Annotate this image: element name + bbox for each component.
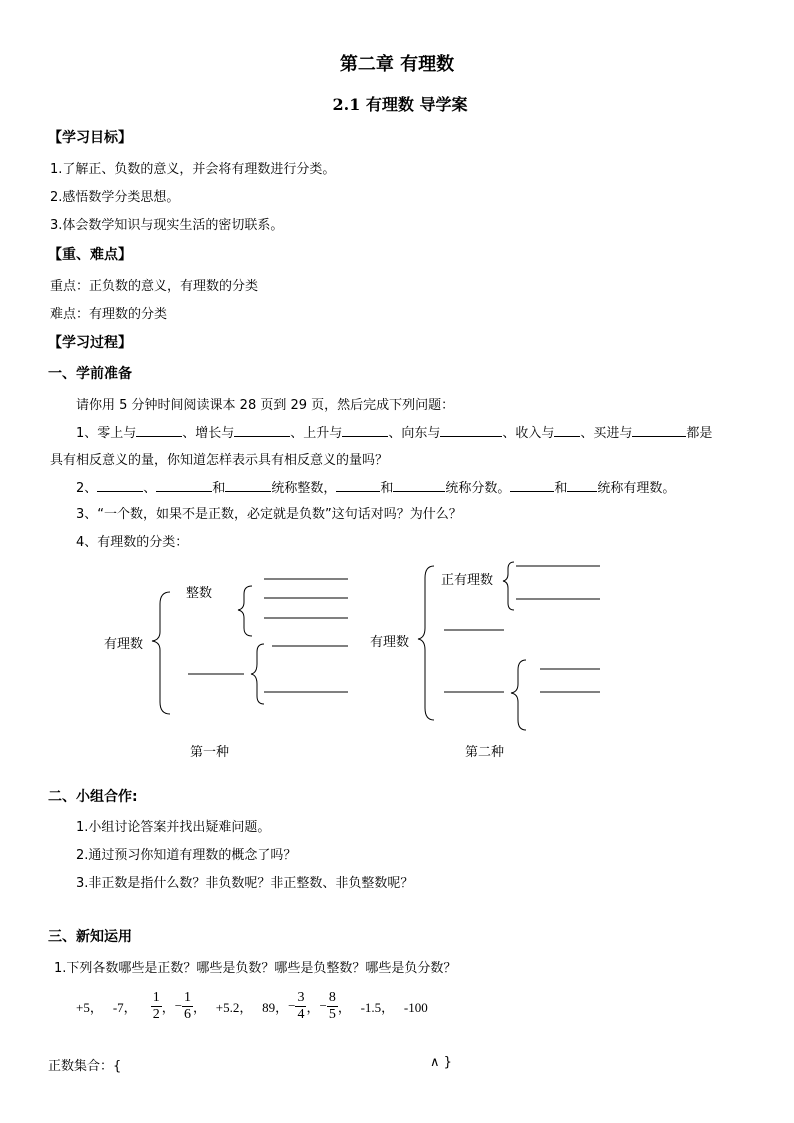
fraction: $\frac{8}{5}$ (328, 989, 336, 1022)
goal-item: 2.感悟数学分类思想。 (50, 190, 180, 205)
process-header: 【学习过程】 (48, 335, 132, 351)
diagram1-integer-label: 整数 (186, 586, 213, 601)
part3-header: 三、新知运用 (48, 929, 132, 945)
brace (503, 562, 514, 610)
q2-text: 和 (380, 481, 394, 496)
part2-item: 2.通过预习你知道有理数的概念了吗？ (76, 848, 297, 863)
minus-sign: − (319, 998, 327, 1013)
part2-item: 3.非正数是指什么数？非负数呢？非正整数、非负整数呢？ (76, 876, 414, 891)
question-3: 3、“一个数，如果不是正数，必定就是负数”这句话对吗？为什么？ (76, 507, 462, 522)
goal-item: 3.体会数学知识与现实生活的密切联系。 (50, 218, 284, 233)
diagram2-root: 有理数 (370, 635, 410, 650)
q2-text: 、 (143, 481, 157, 496)
question-1-cont: 具有相反意义的量，你知道怎样表示具有相反意义的量吗？ (50, 453, 389, 468)
separator: ， (306, 999, 320, 1015)
q1-text: 都是 (686, 426, 713, 441)
number: ， +5.2， 89， (193, 999, 289, 1015)
positive-set-end: ∧ } (430, 1055, 452, 1070)
q2-text: 统称有理数。 (597, 481, 676, 496)
fraction: $\frac{1}{6}$ (184, 989, 192, 1022)
part3-question-1: 1.下列各数哪些是正数？哪些是负数？哪些是负整数？哪些是负分数？ (54, 961, 457, 976)
brace (152, 592, 170, 714)
number: +5， (76, 999, 103, 1015)
part1-header: 一、学前准备 (48, 366, 132, 382)
key-point: 重点：正负数的意义，有理数的分类 (50, 279, 259, 294)
brace (511, 660, 526, 730)
q1-text: 、买进与 (580, 426, 633, 441)
goals-header: 【学习目标】 (48, 130, 132, 146)
q1-text: 、增长与 (182, 426, 235, 441)
number-list (76, 986, 428, 1026)
q2-text: 统称分数。 (445, 481, 511, 496)
q2-text: 和 (554, 481, 568, 496)
number: ， -1.5， -100 (337, 999, 428, 1015)
fraction: $\frac{1}{2}$ (152, 989, 160, 1022)
key-header: 【重、难点】 (48, 247, 132, 263)
diagram2-positive-label: 正有理数 (441, 573, 494, 588)
part2-header: 二、小组合作: (48, 789, 138, 805)
minus-sign: − (174, 998, 183, 1013)
question-4: 4、有理数的分类： (76, 535, 189, 550)
goal-item: 1.了解正、负数的意义，并会将有理数进行分类。 (50, 162, 336, 177)
part1-intro: 请你用 5 分钟时间阅读课本 28 页到 29 页，然后完成下列问题： (76, 398, 455, 413)
page-title: 第二章 有理数 (339, 54, 455, 75)
q1-text: 、向东与 (388, 426, 441, 441)
brace (418, 566, 434, 720)
q2-text: 2、 (76, 481, 98, 496)
brace (238, 586, 252, 636)
diagram1-caption: 第一种 (190, 745, 230, 760)
q1-text: 、收入与 (502, 426, 555, 441)
diagram1-root: 有理数 (104, 637, 144, 652)
page-subtitle: 2.1 有理数 导学案 (332, 95, 468, 114)
part2-item: 1.小组讨论答案并找出疑难问题。 (76, 820, 271, 835)
q2-text: 和 (212, 481, 226, 496)
q2-text: 统称整数， (271, 481, 337, 496)
fraction: $\frac{3}{4}$ (297, 989, 305, 1022)
brace (251, 644, 264, 704)
positive-set-label: 正数集合：{ (48, 1059, 122, 1074)
minus-sign: − (288, 998, 296, 1013)
q1-text: 1、零上与 (76, 426, 137, 441)
number: -7， (112, 999, 137, 1015)
diagram2-caption: 第二种 (465, 745, 505, 760)
difficult-point: 难点：有理数的分类 (50, 307, 168, 322)
q1-text: 、上升与 (290, 426, 343, 441)
separator: ， (161, 999, 175, 1015)
